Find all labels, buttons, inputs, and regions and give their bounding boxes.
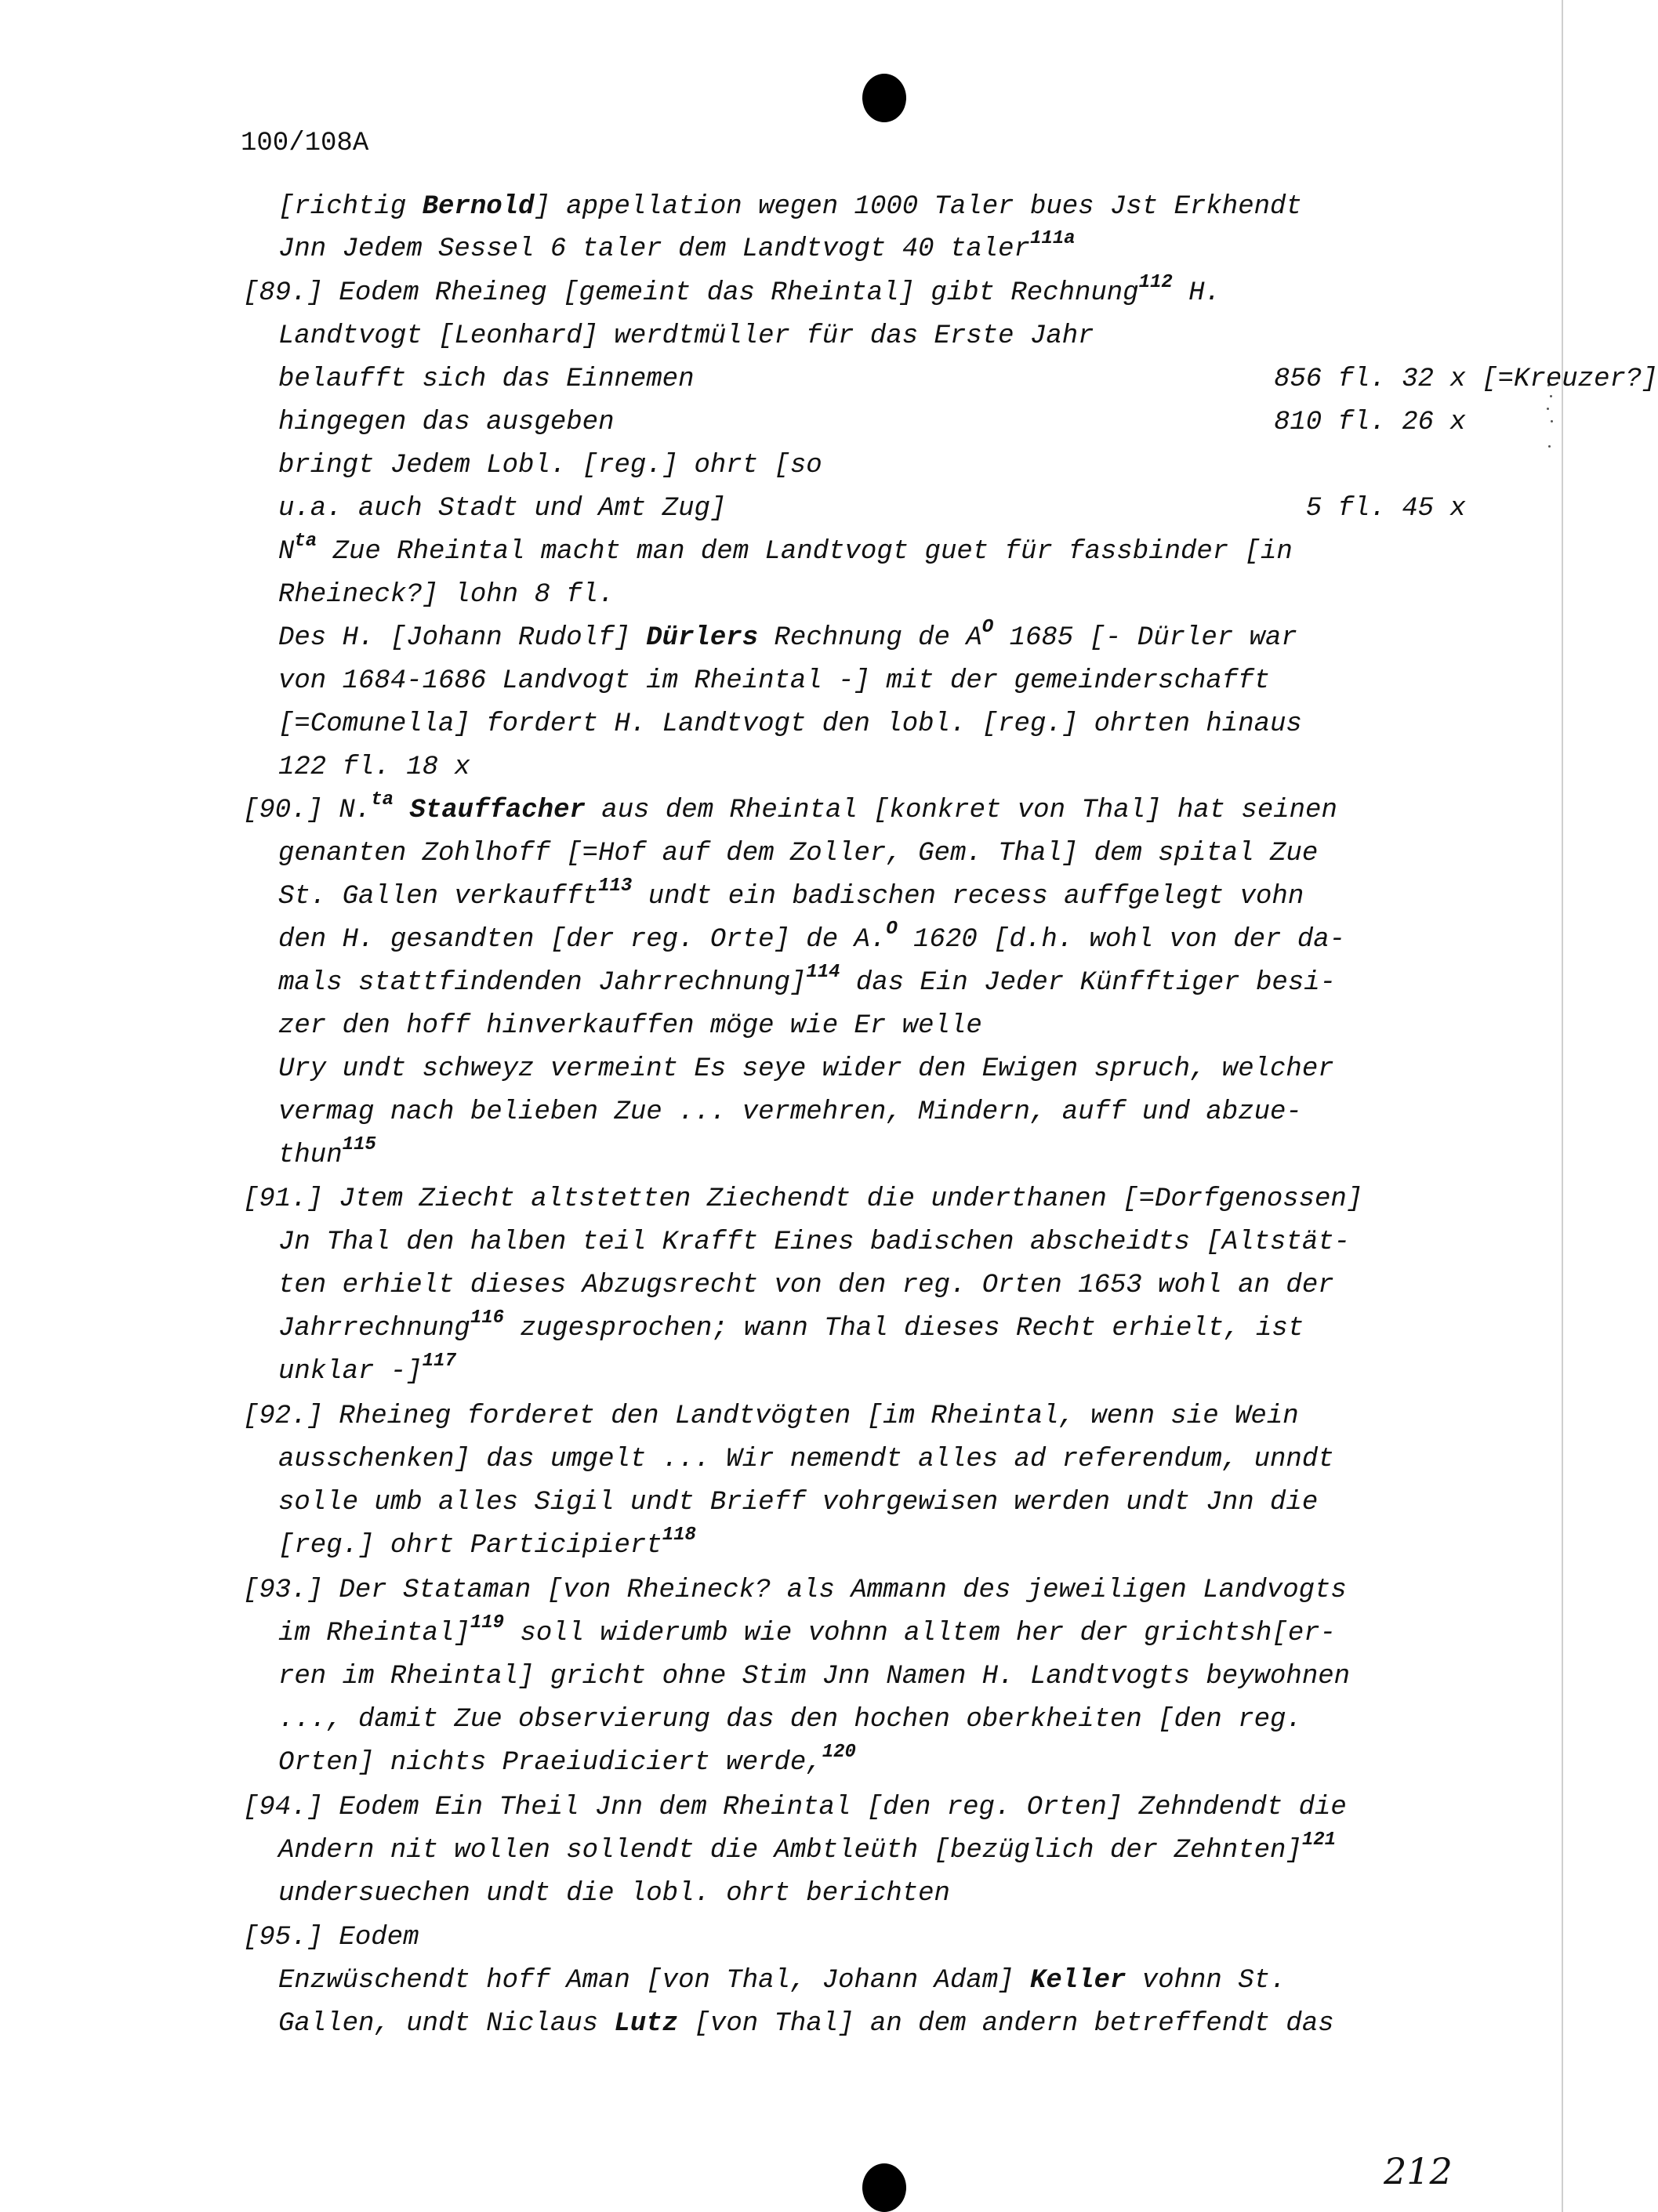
account-amount: 810 fl. 26 x xyxy=(1274,408,1466,437)
text-line: ren im Rheintal] gricht ohne Stim Jnn Namen H. Landtvogts beywohnen xyxy=(278,1662,1351,1692)
text-line: Enzwüschendt hoff Aman [von Thal, Johann Adam] Keller vohnn St. xyxy=(278,1966,1286,1996)
text-line: thun$^{115}$ xyxy=(278,1134,376,1170)
footnote-ref: 115 xyxy=(342,1134,376,1155)
footnote-ref: 117 xyxy=(422,1351,456,1372)
text-line: Rheineck?] lohn 8 fl. xyxy=(278,580,615,610)
text-line: Landtvogt [Leonhard] werdtmüller für das Erste Jahr xyxy=(278,321,1094,351)
entry-92: [92.] Rheineg forderet den Landtvögten [im Rheintal, wenn sie Wein xyxy=(243,1402,1299,1431)
footnote-ref: 111a xyxy=(1029,228,1076,249)
punch-hole-top xyxy=(862,74,906,122)
punch-hole-bottom xyxy=(862,2163,906,2212)
entry-90: [90.] N.$^{ta}$ Stauffacher aus dem Rheintal [konkret von Thal] hat seinen xyxy=(243,789,1337,825)
entry-91: [91.] Jtem Ziecht altstetten Ziechendt die underthanen [=Dorfgenossen] xyxy=(243,1184,1363,1214)
text-line: unklar -]$^{117}$ xyxy=(278,1351,456,1387)
text-line: den H. gesandten [der reg. Orte] de A.$^O$ 1620 [d.h. wohl von der da- xyxy=(278,919,1346,955)
text-line: bringt Jedem Lobl. [reg.] ohrt [so xyxy=(278,451,822,480)
text-line: Jnn Jedem Sessel 6 taler dem Landtvogt 40 taler$^{111a}$ xyxy=(278,228,1076,264)
text-line: St. Gallen verkaufft$^{113}$ undt ein badischen recess auffgelegt vohn xyxy=(278,876,1304,912)
entry-94: [94.] Eodem Ein Theil Jnn dem Rheintal [den reg. Orten] Zehndendt die xyxy=(243,1793,1347,1822)
text-line: genanten Zohlhoff [=Hof auf dem Zoller, Gem. Thal] dem spital Zue xyxy=(278,839,1319,868)
text-line: [=Comunella] fordert H. Landtvogt den lobl. [reg.] ohrten hinaus xyxy=(278,709,1302,739)
text-line: Andern nit wollen sollendt die Ambtleüth [bezüglich der Zehnten]$^{121}$ xyxy=(278,1829,1337,1866)
text-line: 122 fl. 18 x xyxy=(278,752,470,782)
text-line: Gallen, undt Niclaus Lutz [von Thal] an dem andern betreffendt das xyxy=(278,2009,1334,2039)
text-line: Des H. [Johann Rudolf] Dürlers Rechnung de A$^O$ 1685 [- Dürler war xyxy=(278,617,1297,653)
text-line: Jahrrechnung$^{116}$ zugesprochen; wann Thal dieses Recht erhielt, ist xyxy=(278,1307,1304,1344)
text-line: vermag nach belieben Zue ... vermehren, Mindern, auff und abzue- xyxy=(278,1097,1302,1127)
account-amount: 856 fl. 32 x [=Kreuzer?] xyxy=(1274,364,1658,394)
text-line: ausschenken] das umgelt ... Wir nemendt alles ad referendum, unndt xyxy=(278,1445,1334,1474)
entry-93: [93.] Der Stataman [von Rheineck? als Ammann des jeweiligen Landvogts xyxy=(243,1576,1347,1605)
account-row: u.a. auch Stadt und Amt Zug] 5 fl. 45 x xyxy=(278,494,1466,524)
text-line: mals stattfindenden Jahrrechnung]$^{114}$ das Ein Jeder Künfftiger besi- xyxy=(278,962,1337,998)
text-line: [reg.] ohrt Participiert$^{118}$ xyxy=(278,1525,696,1561)
footnote-ref: 116 xyxy=(470,1307,505,1329)
entry-95: [95.] Eodem xyxy=(243,1923,419,1953)
footnote-ref: 119 xyxy=(470,1612,505,1634)
text-line: solle umb alles Sigil undt Brieff vohrgewisen werden undt Jnn die xyxy=(278,1488,1319,1518)
account-amount: 5 fl. 45 x xyxy=(1274,494,1466,524)
footnote-ref: 120 xyxy=(822,1742,856,1763)
text-line: von 1684-1686 Landvogt im Rheintal -] mit der gemeinderschafft xyxy=(278,666,1271,696)
footnote-ref: 112 xyxy=(1138,272,1173,293)
text-line: Orten] nichts Praeiudiciert werde,$^{120}$ xyxy=(278,1742,856,1778)
entry-89: [89.] Eodem Rheineg [gemeint das Rheintal] gibt Rechnung$^{112}$ H. xyxy=(243,272,1221,308)
footnote-ref: 113 xyxy=(598,876,633,897)
text-line: [richtig Bernold] appellation wegen 1000 Taler bues Jst Erkhendt xyxy=(278,192,1302,222)
page-edge-shadow xyxy=(1562,0,1563,2212)
scan-specks xyxy=(1546,384,1554,462)
account-row: hingegen das ausgeben 810 fl. 26 x xyxy=(278,408,1466,437)
handwritten-page-number: 212 xyxy=(1384,2150,1453,2192)
footnote-ref: 121 xyxy=(1301,1829,1337,1851)
text-line: N$^{ta}$ Zue Rheintal macht man dem Landtvogt guet für fassbinder [in xyxy=(278,531,1293,567)
text-line: im Rheintal]$^{119}$ soll widerumb wie vohnn alltem her der grichtsh[er- xyxy=(278,1612,1337,1648)
text-line: zer den hoff hinverkauffen möge wie Er welle xyxy=(278,1011,982,1041)
account-row: belaufft sich das Einnemen 856 fl. 32 x [=Kreuzer?] xyxy=(278,364,1658,394)
text-line: Jn Thal den halben teil Krafft Eines badischen abscheidts [Altstät- xyxy=(278,1227,1351,1257)
text-line: Ury undt schweyz vermeint Es seye wider den Ewigen spruch, welcher xyxy=(278,1054,1334,1084)
text-line: ten erhielt dieses Abzugsrecht von den reg. Orten 1653 wohl an der xyxy=(278,1271,1334,1300)
page-id: 100/108A xyxy=(241,129,369,158)
footnote-ref: 118 xyxy=(662,1525,696,1546)
text-line: undersuechen undt die lobl. ohrt berichten xyxy=(278,1879,950,1909)
footnote-ref: 114 xyxy=(806,962,840,983)
text-line: ..., damit Zue observierung das den hochen oberkheiten [den reg. xyxy=(278,1705,1302,1735)
